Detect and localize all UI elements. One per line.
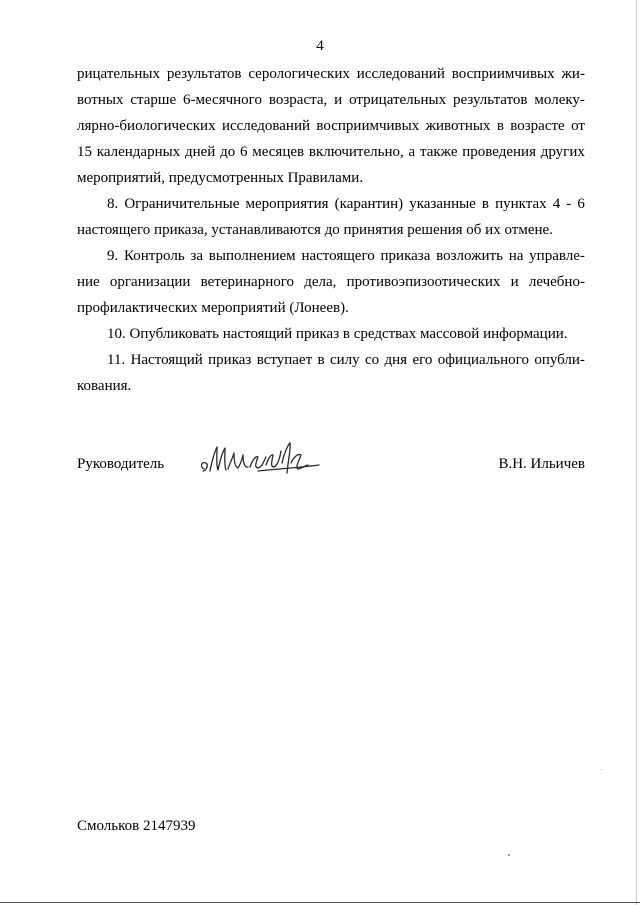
body-text [77, 61, 585, 399]
word: Ограничительные [124, 196, 240, 212]
word: указанные [409, 196, 476, 212]
word: возложить [436, 248, 503, 264]
paragraph-8-line [77, 191, 585, 217]
word: месяцев [252, 144, 305, 160]
word: дней [184, 144, 216, 160]
page-number: 4 [316, 38, 324, 54]
word: лечебно- [528, 274, 585, 290]
word: Настоящий [130, 352, 203, 368]
word: дня [384, 352, 408, 368]
word: жи- [561, 66, 585, 82]
word: 9. [107, 248, 119, 264]
word: результатов [453, 92, 528, 108]
word: (карантин) [334, 196, 404, 212]
word: других [540, 144, 585, 160]
word: в [317, 352, 325, 368]
word: 11. [107, 352, 126, 368]
word: включительно, [308, 144, 404, 160]
word: и [510, 274, 519, 290]
word: 8. [107, 196, 119, 212]
word: ние [77, 274, 100, 290]
body-line: кования. [77, 378, 132, 394]
body-line: настоящего приказа, устанавливаются до принятия решения об их отмене. [77, 222, 553, 238]
page-edge-right [636, 0, 637, 905]
word: восприимчивых [451, 66, 555, 82]
word: 6-месячного [183, 92, 262, 108]
word: возрасте [510, 118, 565, 134]
word: от [571, 118, 585, 134]
word: лярно-биологических [77, 118, 216, 134]
handwritten-signature [198, 439, 322, 479]
paragraph-11-line [77, 347, 585, 373]
word: опубли- [534, 352, 585, 368]
word: также [419, 144, 458, 160]
word: со [364, 352, 380, 368]
word: в [481, 196, 490, 212]
word: исследований [356, 66, 445, 82]
signatory-title: Руководитель [77, 456, 165, 472]
word: настоящего [301, 248, 375, 264]
word: приказа [380, 248, 431, 264]
footer-note: Смольков 2147939 [77, 818, 196, 834]
word: вотных [77, 92, 124, 108]
word: календарных [96, 144, 181, 160]
body-line [77, 269, 585, 295]
scan-speck [601, 769, 602, 770]
body-line [77, 61, 585, 87]
word: 4 [552, 196, 561, 212]
word: восприимчивых [316, 118, 420, 134]
word: выполнением [208, 248, 296, 264]
word: пунктах [495, 196, 547, 212]
word: его [412, 352, 433, 368]
word: Контроль [124, 248, 185, 264]
word: противоэпизоотических [346, 274, 501, 290]
word: возраста, [268, 92, 328, 108]
word: приказ [208, 352, 252, 368]
word: 6 [239, 144, 248, 160]
word: отрицательных [349, 92, 447, 108]
signature-block [77, 452, 585, 476]
word: ветеринарного [200, 274, 295, 290]
body-line [77, 139, 585, 165]
word: официального [437, 352, 529, 368]
word: рицательных [77, 66, 160, 82]
signatory-name: В.Н. Ильичев [498, 456, 585, 472]
word: вступает [256, 352, 313, 368]
word: 6 [577, 196, 585, 212]
word: старше [130, 92, 177, 108]
word: до [220, 144, 236, 160]
page-edge-bottom [0, 902, 640, 903]
word: исследований [221, 118, 311, 134]
word: результатов [166, 66, 242, 82]
word: дела, [304, 274, 337, 290]
body-line: мероприятий, предусмотренных Правилами. [77, 170, 364, 186]
paragraph-9-line [77, 243, 585, 269]
word: - [566, 196, 572, 212]
word: управле- [529, 248, 585, 264]
word: за [190, 248, 204, 264]
word: молеку- [534, 92, 585, 108]
word: мероприятия [245, 196, 329, 212]
word: а [408, 144, 416, 160]
scan-speck [508, 854, 510, 856]
word: организации [109, 274, 191, 290]
body-line [77, 113, 585, 139]
word: серологических [248, 66, 350, 82]
word: и [334, 92, 343, 108]
word: животных [425, 118, 491, 134]
word: силу [329, 352, 360, 368]
word: на [508, 248, 524, 264]
body-line: профилактических мероприятий (Лонеев). [77, 300, 349, 316]
paragraph-10-line: 10. Опубликовать настоящий приказ в средствах массовой информации. [107, 326, 568, 342]
word: проведения [462, 144, 536, 160]
body-line [77, 87, 585, 113]
word: в [496, 118, 504, 134]
word: 15 [77, 144, 92, 160]
